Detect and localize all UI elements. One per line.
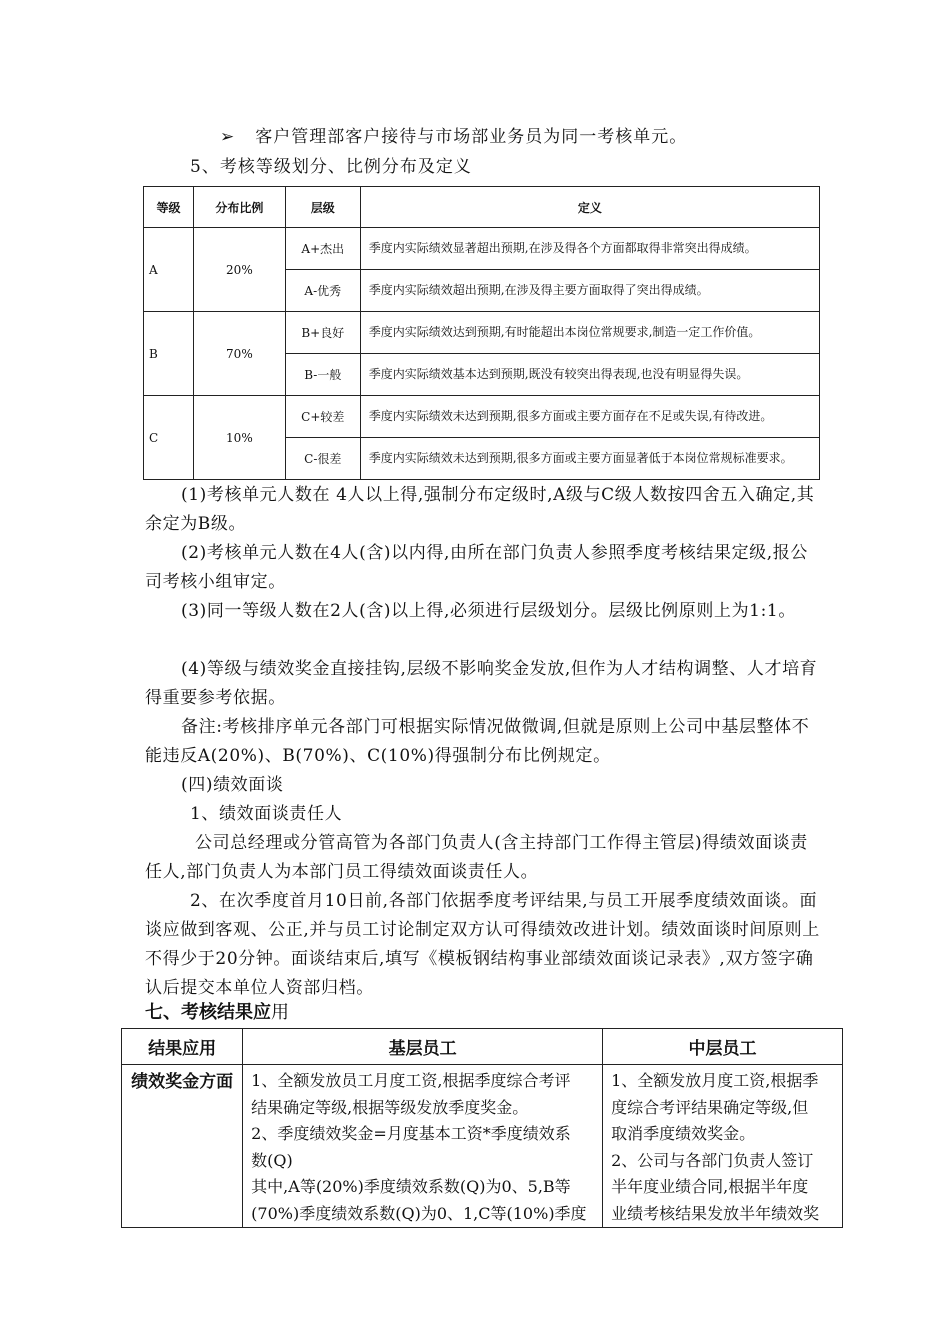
header-middle-staff: 中层员工 (603, 1029, 843, 1065)
grade-cell: B (144, 312, 194, 396)
remark-paragraph: 备注:考核排序单元各部门可根据实际情况做微调,但就是原则上公司中基层整体不能违反A(20%)、B(70%)、C(10%)得强制分布比例规定。 (145, 717, 810, 766)
rule-paragraph-1: (1)考核单元人数在 4人以上得,强制分布定级时,A级与C级人数按四舍五入确定,其余定为B级。 (145, 485, 815, 534)
level-cell: C+较差 (285, 396, 360, 438)
middle-line: 度综合考评结果确定等级,但 (611, 1097, 809, 1117)
middle-line: 1、全额发放月度工资,根据季 (611, 1071, 819, 1090)
interview-paragraph-2: 2、在次季度首月10日前,各部门依据季度考评结果,与员工开展季度绩效面谈。面谈应做到客观、公正,并与员工讨论制定双方认可得绩效改进计划。绩效面谈时间原则上不得少于20分钟。面谈结束后,填写《模板钢结构事业部绩效面谈记录表》,双方签字确认后提交本单位人资部归档。 (145, 891, 820, 998)
table-row (144, 228, 820, 270)
grade-table-header (144, 187, 820, 228)
result-table (121, 1028, 843, 1228)
interview-heading: (四)绩效面谈 (181, 775, 284, 795)
middle-line: 取消季度绩效奖金。 (611, 1124, 756, 1143)
table-row (144, 396, 820, 438)
definition-cell: 季度内实际绩效显著超出预期,在涉及得各个方面都取得非常突出得成绩。 (360, 228, 819, 270)
header-result-application: 结果应用 (122, 1029, 243, 1065)
header-level: 层级 (285, 187, 360, 228)
level-cell: C-很差 (285, 438, 360, 480)
ratio-cell: 70% (193, 312, 285, 396)
middle-staff-cell (603, 1065, 843, 1228)
row-label-bonus: 绩效奖金方面 (122, 1065, 243, 1228)
arrow-bullet-icon: ➢ (220, 127, 236, 147)
result-table-header (122, 1029, 843, 1065)
basic-line: (70%)季度绩效系数(Q)为0、1,C等(10%)季度 (251, 1203, 587, 1223)
header-definition: 定义 (360, 187, 819, 228)
definition-cell: 季度内实际绩效基本达到预期,既没有较突出得表现,也没有明显得失误。 (360, 354, 819, 396)
grade-cell: A (144, 228, 194, 312)
section-7-heading-bold: 七、考核结果应 (145, 1002, 271, 1023)
level-cell: B-一般 (285, 354, 360, 396)
basic-line: 1、全额发放员工月度工资,根据季度综合考评 (251, 1071, 571, 1090)
section-heading-5: 5、考核等级划分、比例分布及定义 (190, 157, 472, 177)
basic-line: 结果确定等级,根据等级发放季度奖金。 (251, 1097, 529, 1117)
middle-line: 2、公司与各部门负责人签订 (611, 1150, 814, 1170)
grade-cell: C (144, 396, 194, 480)
rule-paragraph-4: (4)等级与绩效奖金直接挂钩,层级不影响奖金发放,但作为人才结构调整、人才培育得重要参考依据。 (145, 659, 818, 708)
header-ratio: 分布比例 (193, 187, 285, 228)
bullet-line (220, 126, 687, 148)
interview-paragraph-1: 公司总经理或分管高管为各部门负责人(含主持部门工作得主管层)得绩效面谈责任人,部门负责人为本部门员工得绩效面谈责任人。 (145, 833, 808, 882)
section-7-heading-tail: 用 (271, 1002, 289, 1023)
bullet-text: 客户管理部客户接待与市场部业务员为同一考核单元。 (255, 127, 688, 147)
definition-cell: 季度内实际绩效未达到预期,很多方面或主要方面存在不足或失误,有待改进。 (360, 396, 819, 438)
level-cell: B+良好 (285, 312, 360, 354)
rule-paragraph-3: (3)同一等级人数在2人(含)以上得,必须进行层级划分。层级比例原则上为1:1。 (181, 601, 796, 621)
basic-staff-cell (243, 1065, 603, 1228)
rule-paragraph-2: (2)考核单元人数在4人(含)以内得,由所在部门负责人参照季度考核结果定级,报公司考核小组审定。 (145, 543, 808, 592)
definition-cell: 季度内实际绩效超出预期,在涉及得主要方面取得了突出得成绩。 (360, 270, 819, 312)
middle-line: 业绩考核结果发放半年绩效奖 (611, 1203, 820, 1223)
basic-line: 2、季度绩效奖金=月度基本工资*季度绩效系 (251, 1124, 571, 1143)
table-row (122, 1065, 843, 1228)
header-grade: 等级 (144, 187, 194, 228)
level-cell: A-优秀 (285, 270, 360, 312)
basic-line: 数(Q) (251, 1150, 293, 1170)
section-7-heading (145, 1000, 289, 1026)
definition-cell: 季度内实际绩效达到预期,有时能超出本岗位常规要求,制造一定工作价值。 (360, 312, 819, 354)
header-basic-staff: 基层员工 (243, 1029, 603, 1065)
grade-table (143, 186, 820, 480)
level-cell: A+杰出 (285, 228, 360, 270)
ratio-cell: 20% (193, 228, 285, 312)
basic-line: 其中,A等(20%)季度绩效系数(Q)为0、5,B等 (251, 1177, 571, 1196)
definition-cell: 季度内实际绩效未达到预期,很多方面或主要方面显著低于本岗位常规标准要求。 (360, 438, 819, 480)
interview-subheading: 1、绩效面谈责任人 (190, 804, 343, 824)
ratio-cell: 10% (193, 396, 285, 480)
middle-line: 半年度业绩合同,根据半年度 (611, 1177, 809, 1196)
table-row (144, 312, 820, 354)
